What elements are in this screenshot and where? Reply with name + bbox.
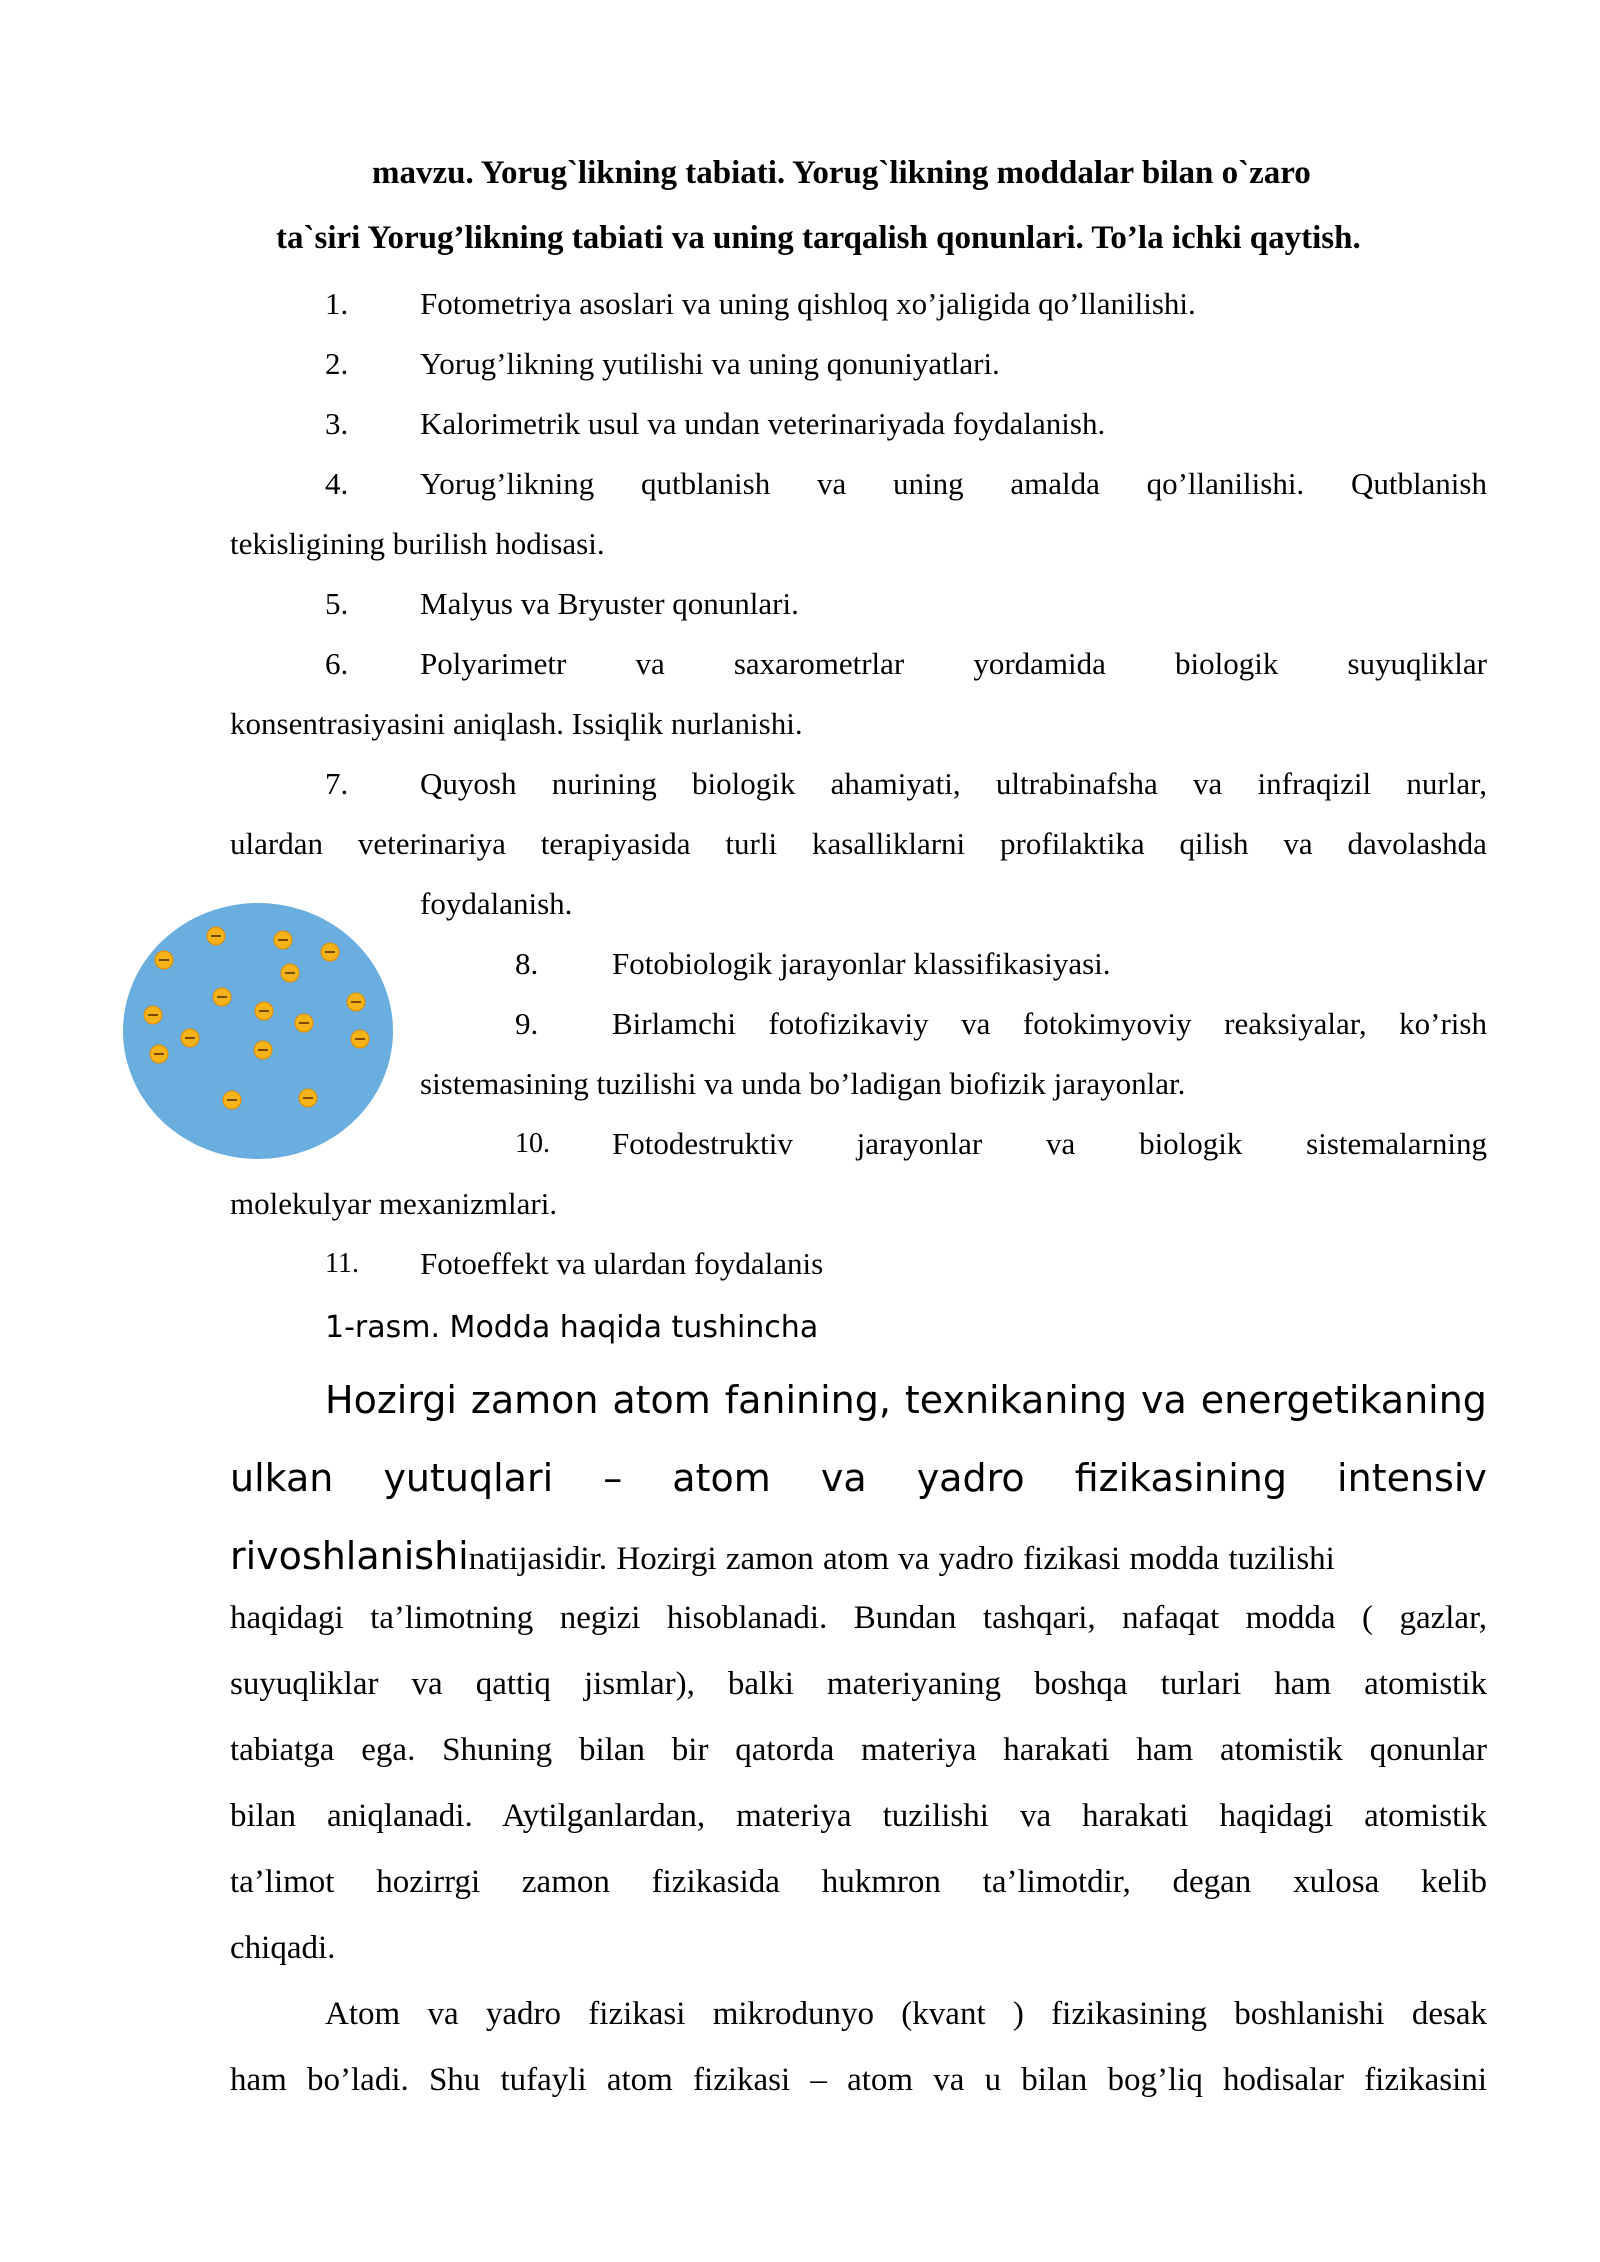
list-item-number: 1. — [325, 286, 349, 321]
negative-particle — [223, 1091, 241, 1109]
list-item-continuation: molekulyar mexanizmlari. — [230, 1186, 558, 1221]
word: va — [635, 646, 665, 681]
word: va — [1193, 766, 1223, 801]
word: ulardan — [230, 826, 323, 861]
negative-particle — [181, 1029, 199, 1047]
list-item-number: 10. — [515, 1128, 550, 1159]
list-item-number: 9. — [515, 1006, 539, 1041]
word: energetikaning — [1200, 1378, 1487, 1422]
word: uning — [892, 466, 964, 501]
word: Yorug’likning — [420, 466, 595, 501]
word: yordamida — [973, 646, 1106, 681]
negative-particle — [351, 1030, 369, 1048]
word: suyuqliklar — [1347, 646, 1487, 681]
word: Qutblanish — [1350, 466, 1487, 501]
word: Quyosh — [420, 766, 517, 801]
word: jarayonlar — [856, 1126, 983, 1161]
list-item-number: 5. — [325, 586, 349, 621]
word: fizikasining — [1074, 1456, 1287, 1500]
paragraph-line: suyuqliklar va qattiq jismlar), balki materiyaning boshqa turlari ham atomistik — [230, 1666, 1487, 1702]
word: nurining — [551, 766, 657, 801]
negative-particle — [274, 931, 292, 949]
word: atom — [672, 1456, 771, 1500]
heading-line-2: ta`siri Yorug’likning tabiati va uning tarqalish qonunlari. To’la ichki qaytish. — [276, 220, 1361, 256]
word: ulkan — [230, 1456, 334, 1500]
list-item-continuation: sistemasining tuzilishi va unda bo’ladigan biofizik jarayonlar. — [420, 1066, 1186, 1101]
paragraph-line: bilan aniqlanadi. Aytilganlardan, materiya tuzilishi va harakati haqidagi atomistik — [230, 1798, 1487, 1834]
negative-particle — [155, 951, 173, 969]
paragraph-line — [230, 1456, 1487, 1500]
paragraph-line: ta’limot hozirrgi zamon fizikasida hukmron ta’limotdir, degan xulosa kelib — [230, 1864, 1487, 1900]
list-item-number: 7. — [325, 766, 349, 801]
list-item-text — [612, 1126, 1487, 1162]
list-item-number: 6. — [325, 646, 349, 681]
word: saxarometrlar — [733, 646, 905, 681]
list-item-continuation — [230, 826, 1487, 862]
blue-circle — [123, 903, 393, 1159]
list-item-number: 11. — [325, 1248, 359, 1279]
negative-particle — [255, 1002, 273, 1020]
negative-particle — [281, 964, 299, 982]
list-item-text: Malyus va Bryuster qonunlari. — [420, 586, 799, 621]
word: atom — [612, 1378, 711, 1422]
word: yutuqlari — [383, 1456, 554, 1500]
paragraph-line: haqidagi ta’limotning negizi hisoblanadi. Bundan tashqari, nafaqat modda ( gazlar, — [230, 1600, 1487, 1636]
atom-figure — [118, 900, 398, 1162]
word: fotokimyoviy — [1022, 1006, 1192, 1041]
heading-line-1: mavzu. Yorug`likning tabiati. Yorug`likning moddalar bilan o`zaro — [372, 155, 1311, 191]
big-word: rivoshlanishi — [230, 1534, 469, 1578]
list-item-number: 8. — [515, 946, 539, 981]
word: Fotodestruktiv — [612, 1126, 793, 1161]
word: Polyarimetr — [420, 646, 567, 681]
word: Hozirgi — [325, 1378, 457, 1422]
word: terapiyasida — [540, 826, 691, 861]
paragraph-line — [230, 1534, 1487, 1578]
list-item-number: 2. — [325, 346, 349, 381]
word: amalda — [1010, 466, 1100, 501]
word: qutblanish — [641, 466, 771, 501]
word: ultrabinafsha — [995, 766, 1158, 801]
word: biologik — [1139, 1126, 1243, 1161]
negative-particle — [207, 927, 225, 945]
list-item-text — [612, 1006, 1487, 1042]
negative-particle — [321, 943, 339, 961]
figure-caption: 1-rasm. Modda haqida tushincha — [325, 1310, 819, 1345]
negative-particle — [144, 1006, 162, 1024]
negative-particle — [347, 993, 365, 1011]
word: va — [1141, 1378, 1187, 1422]
word: fotofizikaviy — [768, 1006, 929, 1041]
word: va — [816, 466, 847, 501]
list-item-text — [420, 466, 1487, 502]
word: biologik — [1175, 646, 1279, 681]
word: turli — [725, 826, 778, 861]
line-rest: natijasidir. Hozirgi zamon atom va yadro fizikasi modda tuzilishi — [468, 1541, 1335, 1577]
word: Birlamchi — [612, 1006, 736, 1041]
paragraph-line: chiqadi. — [230, 1930, 336, 1966]
word: sistemalarning — [1306, 1126, 1487, 1161]
word: davolashda — [1347, 826, 1487, 861]
negative-particle — [299, 1089, 317, 1107]
word: kasalliklarni — [811, 826, 966, 861]
list-item-text: Kalorimetrik usul va undan veterinariyada foydalanish. — [420, 406, 1106, 441]
paragraph-line: Atom va yadro fizikasi mikrodunyo (kvant ) fizikasining boshlanishi desak — [325, 1996, 1487, 2032]
list-item-text: Fotobiologik jarayonlar klassifikasiyasi. — [612, 946, 1111, 981]
paragraph-line: tabiatga ega. Shuning bilan bir qatorda materiya harakati ham atomistik qonunlar — [230, 1732, 1487, 1768]
word: va — [820, 1456, 867, 1500]
paragraph-line — [325, 1378, 1487, 1422]
list-item-continuation: foydalanish. — [420, 886, 573, 921]
list-item-text — [420, 766, 1487, 802]
list-item-text: Fotometriya asoslari va uning qishloq xo’jaligida qo’llanilishi. — [420, 286, 1196, 321]
word: zamon — [470, 1378, 599, 1422]
list-item-text: Yorug’likning yutilishi va uning qonuniyatlari. — [420, 346, 1000, 381]
word: va — [1283, 826, 1313, 861]
word: ko’rish — [1399, 1006, 1487, 1041]
word: – — [603, 1456, 623, 1500]
paragraph-line: ham bo’ladi. Shu tufayli atom fizikasi – atom va u bilan bog’liq hodisalar fizikasini — [230, 2062, 1487, 2098]
word: veterinariya — [357, 826, 506, 861]
word: infraqizil — [1257, 766, 1372, 801]
word: yadro — [916, 1456, 1025, 1500]
list-item-continuation: konsentrasiyasini aniqlash. Issiqlik nurlanishi. — [230, 706, 803, 741]
negative-particle — [254, 1041, 272, 1059]
negative-particle — [150, 1045, 168, 1063]
word: biologik — [692, 766, 796, 801]
list-item-number: 3. — [325, 406, 349, 441]
word: fanining, — [724, 1378, 891, 1422]
word: qilish — [1179, 826, 1249, 861]
word: nurlar, — [1406, 766, 1487, 801]
word: va — [961, 1006, 991, 1041]
word: va — [1046, 1126, 1076, 1161]
list-item-number: 4. — [325, 466, 349, 501]
list-item-text — [420, 646, 1487, 682]
word: texnikaning — [904, 1378, 1128, 1422]
negative-particle — [213, 988, 231, 1006]
word: qo’llanilishi. — [1146, 466, 1305, 501]
list-item-text: Fotoeffekt va ulardan foydalanis — [420, 1246, 824, 1281]
word: reaksiyalar, — [1224, 1006, 1367, 1041]
word: intensiv — [1337, 1456, 1487, 1500]
word: ahamiyati, — [830, 766, 961, 801]
list-item-continuation: tekisligining burilish hodisasi. — [230, 526, 605, 561]
word: profilaktika — [1000, 826, 1145, 861]
negative-particle — [295, 1014, 313, 1032]
